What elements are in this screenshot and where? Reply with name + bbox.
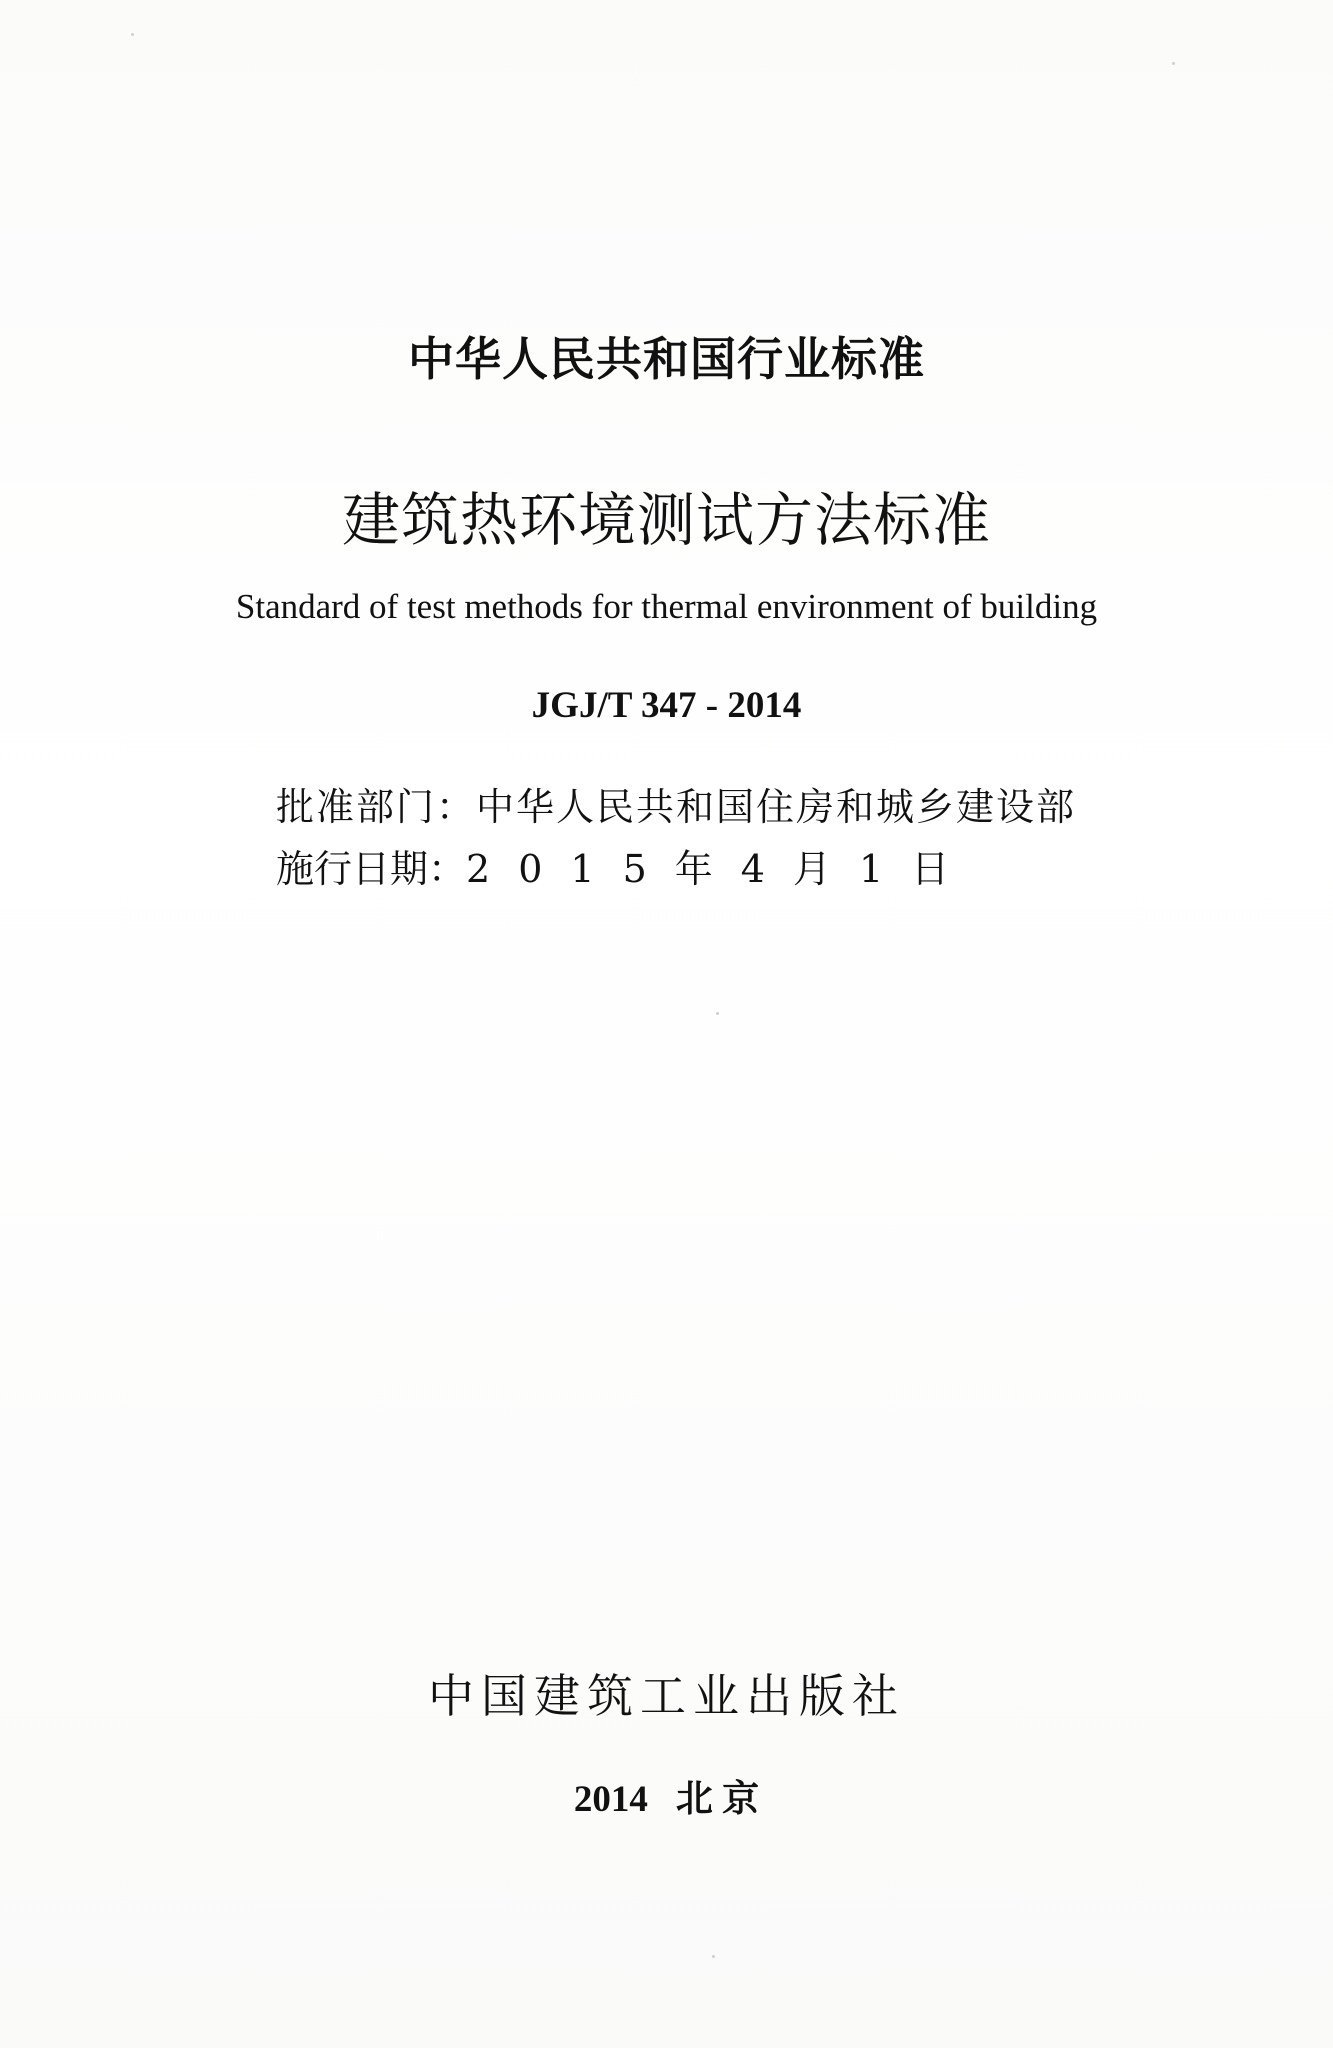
document-title-chinese: 建筑热环境测试方法标准	[341, 486, 991, 554]
standard-code: JGJ/T 347 - 2014	[531, 685, 802, 726]
effective-date-part: 年	[674, 847, 713, 891]
publication-city: 北 京	[675, 1779, 760, 1820]
effective-date	[276, 838, 977, 893]
effective-date-value	[466, 847, 977, 891]
publisher-name: 中国建筑工业出版社	[428, 1669, 905, 1723]
approval-label: 批准部门：	[276, 785, 477, 829]
approval-department	[276, 776, 1076, 831]
effective-date-part: 1	[570, 847, 595, 891]
effective-date-part: 2	[466, 847, 491, 891]
effective-date-part: 4	[740, 847, 765, 891]
approval-value: 中华人民共和国住房和城乡建设部	[476, 785, 1077, 829]
scan-speck	[712, 1955, 715, 1958]
effective-label: 施行日期：	[276, 847, 467, 891]
effective-date-part: 5	[622, 847, 647, 891]
effective-date-part: 月	[792, 847, 831, 891]
effective-date-part: 0	[518, 847, 543, 891]
effective-date-part: 日	[911, 847, 950, 891]
publication-year-city	[0, 1768, 1333, 1822]
scan-speck	[131, 33, 134, 36]
scan-speck	[1172, 62, 1175, 65]
publication-year: 2014	[573, 1779, 648, 1820]
standard-type-heading: 中华人民共和国行业标准	[408, 332, 925, 386]
scan-speck	[716, 1012, 719, 1015]
effective-date-part: 1	[858, 847, 884, 891]
document-title-english: Standard of test methods for thermal environment of building	[235, 587, 1098, 626]
